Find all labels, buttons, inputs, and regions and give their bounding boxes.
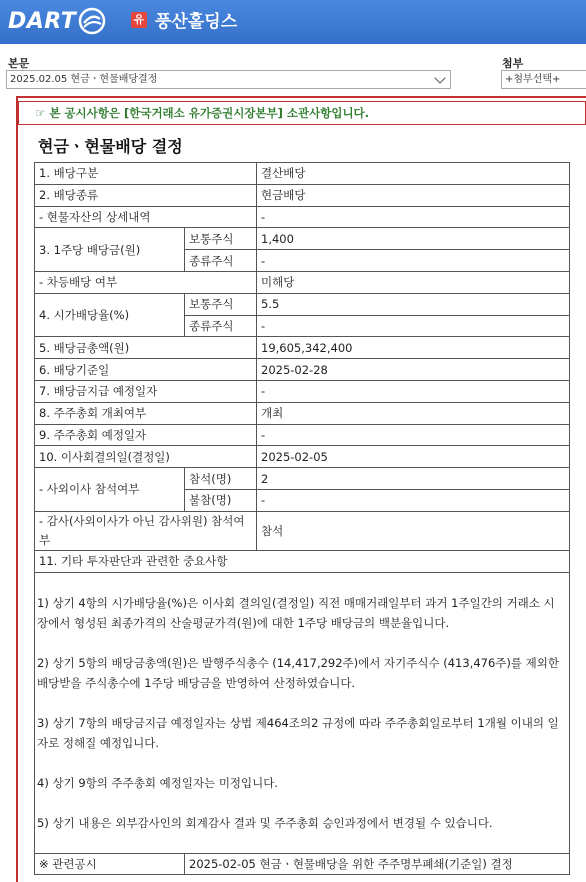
table-row	[35, 337, 570, 359]
row-label: - 차등배당 여부	[35, 271, 257, 293]
row-label: 7. 배당금지급 예정일자	[35, 380, 257, 402]
notes-cell	[35, 572, 570, 853]
row-value: 개최	[257, 402, 570, 424]
company-header	[131, 7, 237, 32]
row-label: 2. 배당종류	[35, 184, 257, 206]
row-label: 1. 배당구분	[35, 163, 257, 185]
row-value: 5.5	[257, 293, 570, 315]
attach-select-label: 첨부	[502, 57, 524, 70]
row-value: 2025-02-05	[257, 446, 570, 468]
row-value: -	[257, 489, 570, 511]
row-value: 결산배당	[257, 163, 570, 185]
row-label: 8. 주주총회 개최여부	[35, 402, 257, 424]
logo-text: DART	[8, 8, 77, 34]
dart-logo[interactable]	[8, 7, 106, 35]
table-row	[35, 853, 570, 875]
row-value: 2	[257, 468, 570, 490]
document-title: 현금ㆍ현물배당 결정	[38, 137, 183, 156]
chevron-down-icon	[434, 72, 445, 83]
table-row	[35, 402, 570, 424]
table-row	[35, 163, 570, 185]
row-sublabel: 참석(명)	[185, 468, 257, 490]
table-row	[35, 446, 570, 468]
table-row	[35, 550, 570, 572]
row-value: 19,605,342,400	[257, 337, 570, 359]
table-row	[35, 380, 570, 402]
table-row	[35, 184, 570, 206]
row-sublabel: 불참(명)	[185, 489, 257, 511]
row-label: - 현물자산의 상세내역	[35, 206, 257, 228]
note-paragraph: 5) 상기 내용은 외부감사인의 회계감사 결과 및 주주총회 승인과정에서 변경될 수 있습니다.	[37, 815, 493, 830]
related-link[interactable]: 2025-02-05 현금ㆍ현물배당을 위한 주주명부폐쇄(기준일) 결정	[185, 853, 570, 875]
company-name: 풍산홀딩스	[155, 12, 238, 32]
row-value: -	[257, 315, 570, 337]
row-label: 5. 배당금총액(원)	[35, 337, 257, 359]
row-value: -	[257, 380, 570, 402]
market-badge-icon: 유	[131, 12, 147, 28]
row-value: -	[257, 206, 570, 228]
row-value: 미해당	[257, 271, 570, 293]
related-label: ※ 관련공시	[35, 853, 185, 875]
row-sublabel: 보통주식	[185, 293, 257, 315]
row-label: - 사외이사 참석여부	[35, 468, 185, 512]
row-label: 10. 이사회결의일(결정일)	[35, 446, 257, 468]
row-value: 1,400	[257, 228, 570, 250]
table-row	[35, 271, 570, 293]
table-row	[35, 572, 570, 853]
note-paragraph: 1) 상기 4항의 시가배당율(%)은 이사회 결의일(결정일) 직전 매매거래일부터 과거 1주일간의 거래소 시장에서 형성된 최종가격의 산술평균가격(원)에 대한 1주당 배당금의 백분율입니다.	[37, 595, 555, 630]
attach-select-value: +첨부선택+	[505, 74, 561, 85]
note-paragraph: 2) 상기 5항의 배당금총액(원)은 발행주식총수 (14,417,292주)에서 자기주식수 (413,476주)를 제외한 배당받을 주식총수에 1주당 배당금을 반영하여 산정하였습니다.	[37, 655, 559, 690]
table-row	[35, 293, 570, 315]
row-value: 참석	[257, 511, 570, 550]
row-value: 2025-02-28	[257, 359, 570, 381]
logo-swirl-icon	[78, 7, 106, 35]
body-select-value: 2025.02.05 현금ㆍ현물배당결정	[10, 74, 158, 85]
jurisdiction-notice: ☞ 본 공시사항은 [한국거래소 유가증권시장본부] 소관사항입니다.	[18, 101, 586, 125]
note-paragraph: 4) 상기 9항의 주주총회 예정일자는 미정입니다.	[37, 775, 279, 790]
row-label: - 감사(사외이사가 아닌 감사위원) 참석여부	[35, 511, 257, 550]
table-row	[35, 468, 570, 490]
row-label: 11. 기타 투자판단과 관련한 중요사항	[35, 550, 570, 572]
table-row	[35, 228, 570, 250]
row-value: -	[257, 250, 570, 272]
body-document-select[interactable]	[6, 70, 451, 89]
table-row	[35, 424, 570, 446]
disclosure-table	[34, 162, 570, 875]
row-label: 4. 시가배당율(%)	[35, 293, 185, 337]
attach-select[interactable]	[501, 70, 586, 89]
row-label: 9. 주주총회 예정일자	[35, 424, 257, 446]
row-label: 3. 1주당 배당금(원)	[35, 228, 185, 272]
table-row	[35, 359, 570, 381]
table-row	[35, 511, 570, 550]
row-sublabel: 보통주식	[185, 228, 257, 250]
row-value: -	[257, 424, 570, 446]
note-paragraph: 3) 상기 7항의 배당금지급 예정일자는 상법 제464조의2 규정에 따라 주주총회일로부터 1개월 이내의 일자로 정해질 예정입니다.	[37, 715, 559, 750]
row-value: 현금배당	[257, 184, 570, 206]
row-sublabel: 종류주식	[185, 315, 257, 337]
row-label: 6. 배당기준일	[35, 359, 257, 381]
row-sublabel: 종류주식	[185, 250, 257, 272]
body-select-label: 본문	[8, 57, 30, 70]
table-row	[35, 206, 570, 228]
